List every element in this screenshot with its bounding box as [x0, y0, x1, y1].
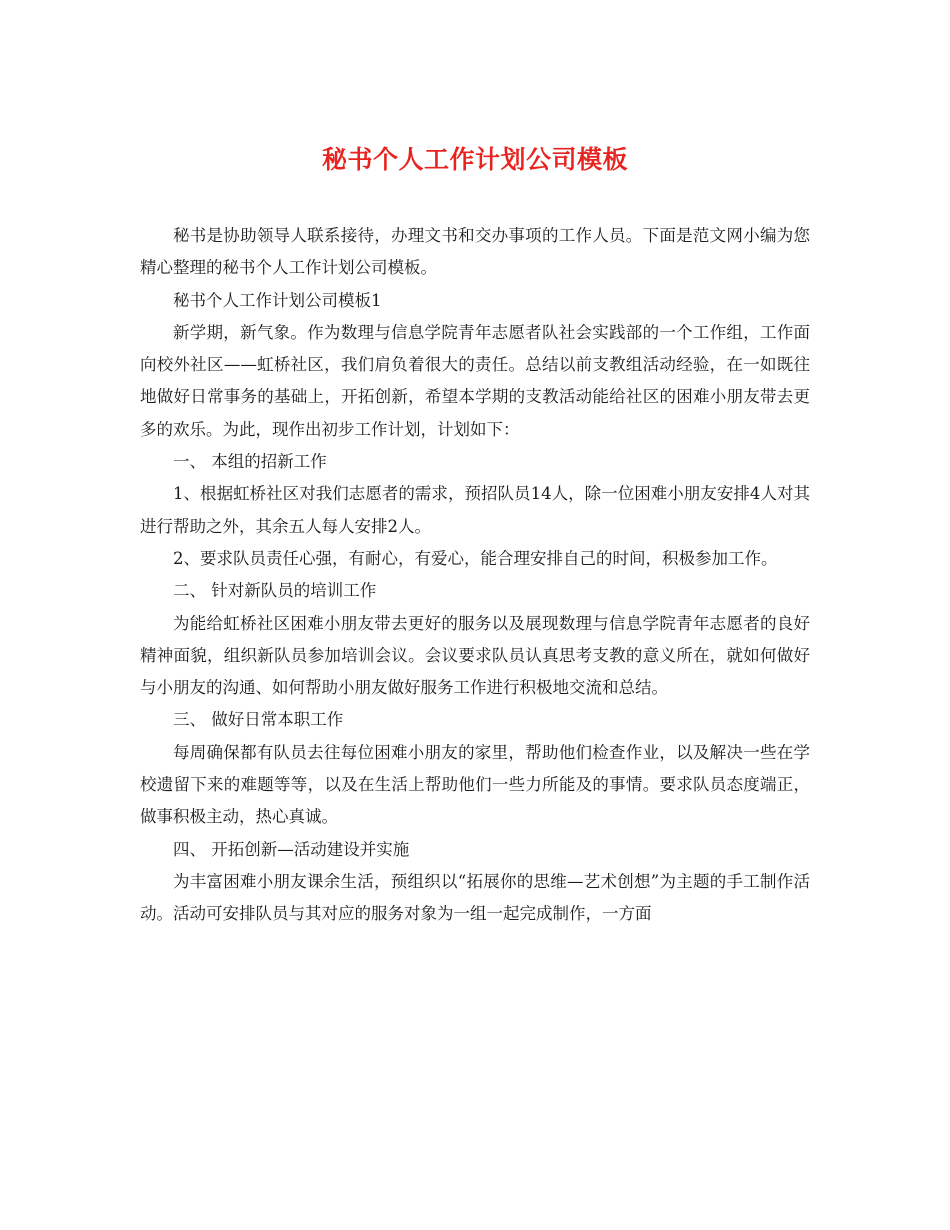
- paragraph-training: 为能给虹桥社区困难小朋友带去更好的服务以及展现数理与信息学院青年志愿者的良好精神面貌，组织新队员参加培训会议。会议要求队员认真思考支教的意义所在，就如何做好与小朋友的沟通、如何帮助小朋友做好服务工作进行积极地交流和总结。: [140, 613, 810, 698]
- section-heading-innovation: 四、 开拓创新—活动建设并实施: [173, 839, 410, 859]
- section-heading-daily-work: 三、 做好日常本职工作: [173, 710, 344, 730]
- section-heading-recruitment: 一、 本组的招新工作: [173, 452, 327, 472]
- paragraph-recruitment-2: 2、要求队员责任心强，有耐心，有爱心，能合理安排自己的时间，积极参加工作。: [173, 548, 778, 568]
- paragraph-innovation: 为丰富困难小朋友课余生活，预组织以“拓展你的思维—艺术创想”为主题的手工制作活动。活动可安排队员与其对应的服务对象为一组一起完成制作，一方面: [140, 871, 810, 924]
- paragraph-daily-work: 每周确保都有队员去往每位困难小朋友的家里，帮助他们检查作业，以及解决一些在学校遗留下来的难题等等，以及在生活上帮助他们一些力所能及的事情。要求队员态度端正，做事积极主动，热心真诚。: [140, 742, 810, 827]
- document-title: 秘书个人工作计划公司模板: [321, 145, 628, 174]
- section-heading-training: 二、 针对新队员的培训工作: [173, 581, 377, 601]
- paragraph-overview: 新学期，新气象。作为数理与信息学院青年志愿者队社会实践部的一个工作组，工作面向校外社区——虹桥社区，我们肩负着很大的责任。总结以前支教组活动经验，在一如既往地做好日常事务的基础上，开拓创新，希望本学期的支教活动能给社区的困难小朋友带去更多的欢乐。为此，现作出初步工作计划，计划如下：: [140, 322, 810, 439]
- section-heading-template-1: 秘书个人工作计划公司模板1: [173, 290, 382, 310]
- paragraph-recruitment-1: 1、根据虹桥社区对我们志愿者的需求，预招队员14人，除一位困难小朋友安排4人对其进行帮助之外，其余五人每人安排2人。: [140, 484, 810, 536]
- paragraph-intro: 秘书是协助领导人联系接待，办理文书和交办事项的工作人员。下面是范文网小编为您精心整理的秘书个人工作计划公司模板。: [140, 226, 810, 278]
- document-body: [140, 220, 810, 931]
